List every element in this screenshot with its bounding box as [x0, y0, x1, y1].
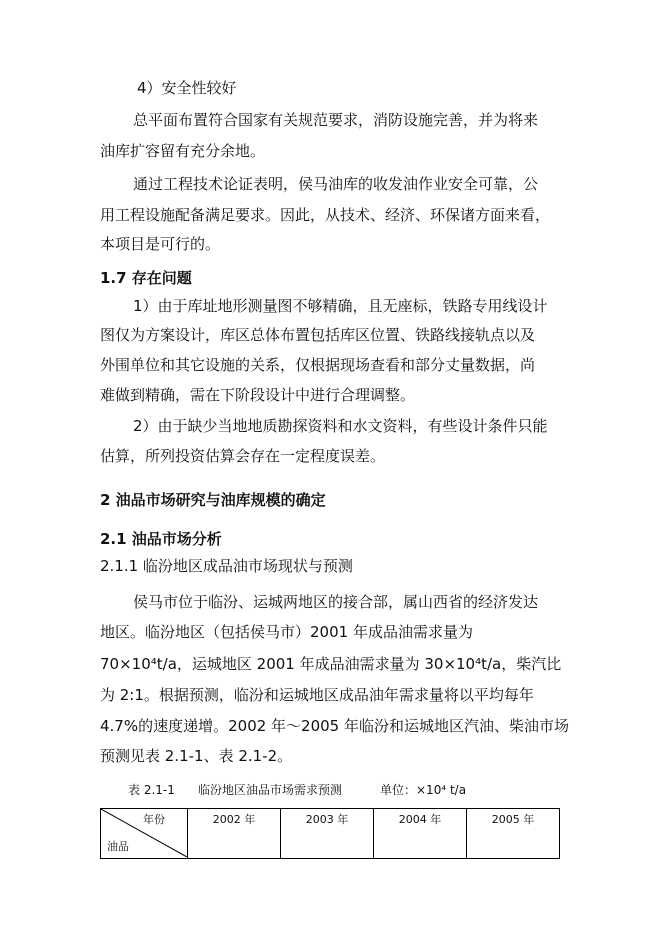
paragraph-line: 图仅为方案设计，库区总体布置包括库区位置、铁路线接轨点以及 — [100, 326, 536, 344]
paragraph-line: 70×10⁴t/a，运城地区 2001 年成品油需求量为 30×10⁴t/a，柴汽比 — [100, 655, 562, 673]
paragraph-line: 2）由于缺少当地地质勘探资料和水文资料，有些设计条件只能 — [133, 417, 548, 435]
table-caption-unit: 单位：×10⁴ t/a — [380, 783, 467, 797]
paragraph-line: 本项目是可行的。 — [100, 235, 221, 253]
table-header-row — [101, 809, 560, 859]
section-heading-1-7: 1.7 存在问题 — [100, 269, 192, 287]
year-column-header: 2003 年 — [281, 809, 374, 859]
paragraph-line: 难做到精确，需在下阶段设计中进行合理调整。 — [100, 386, 416, 404]
year-column-header: 2004 年 — [374, 809, 467, 859]
table-corner-cell — [101, 809, 188, 859]
section-heading-2-1: 2.1 油品市场分析 — [100, 530, 222, 548]
year-column-header: 2005 年 — [467, 809, 560, 859]
market-forecast-table — [100, 808, 560, 859]
item-4-heading: 4）安全性较好 — [137, 79, 237, 97]
paragraph-line: 地区。临汾地区（包括侯马市）2001 年成品油需求量为 — [100, 623, 473, 641]
paragraph-line: 4.7%的速度递增。2002 年～2005 年临汾和运城地区汽油、柴油市场 — [100, 717, 569, 735]
paragraph-line: 用工程设施配备满足要求。因此，从技术、经济、环保诸方面来看， — [100, 206, 551, 224]
paragraph-line: 为 2:1。根据预测，临汾和运城地区成品油年需求量将以平均每年 — [100, 686, 534, 704]
paragraph-line: 总平面布置符合国家有关规范要求，消防设施完善，并为将来 — [133, 111, 539, 129]
paragraph-line: 1）由于库址地形测量图不够精确，且无座标，铁路专用线设计 — [133, 297, 548, 315]
corner-year-label: 年份 — [143, 813, 165, 826]
table-caption-number: 表 2.1-1 — [128, 783, 175, 797]
year-column-header: 2002 年 — [188, 809, 281, 859]
paragraph-line: 外围单位和其它设施的关系，仅根据现场查看和部分丈量数据，尚 — [100, 356, 536, 374]
paragraph-line: 油库扩容留有充分余地。 — [100, 142, 266, 160]
table-caption-title: 临汾地区油品市场需求预测 — [198, 783, 343, 797]
subsection-heading-2-1-1: 2.1.1 临汾地区成品油市场现状与预测 — [100, 557, 353, 575]
paragraph-line: 预测见表 2.1-1、表 2.1-2。 — [100, 747, 293, 765]
paragraph-line: 估算，所列投资估算会存在一定程度误差。 — [100, 447, 386, 465]
chapter-heading-2: 2 油品市场研究与油库规模的确定 — [100, 491, 326, 509]
corner-product-label: 油品 — [107, 840, 129, 853]
paragraph-line: 通过工程技术论证表明，侯马油库的收发油作业安全可靠，公 — [133, 175, 539, 193]
paragraph-line: 侯马市位于临汾、运城两地区的接合部，属山西省的经济发达 — [133, 593, 539, 611]
